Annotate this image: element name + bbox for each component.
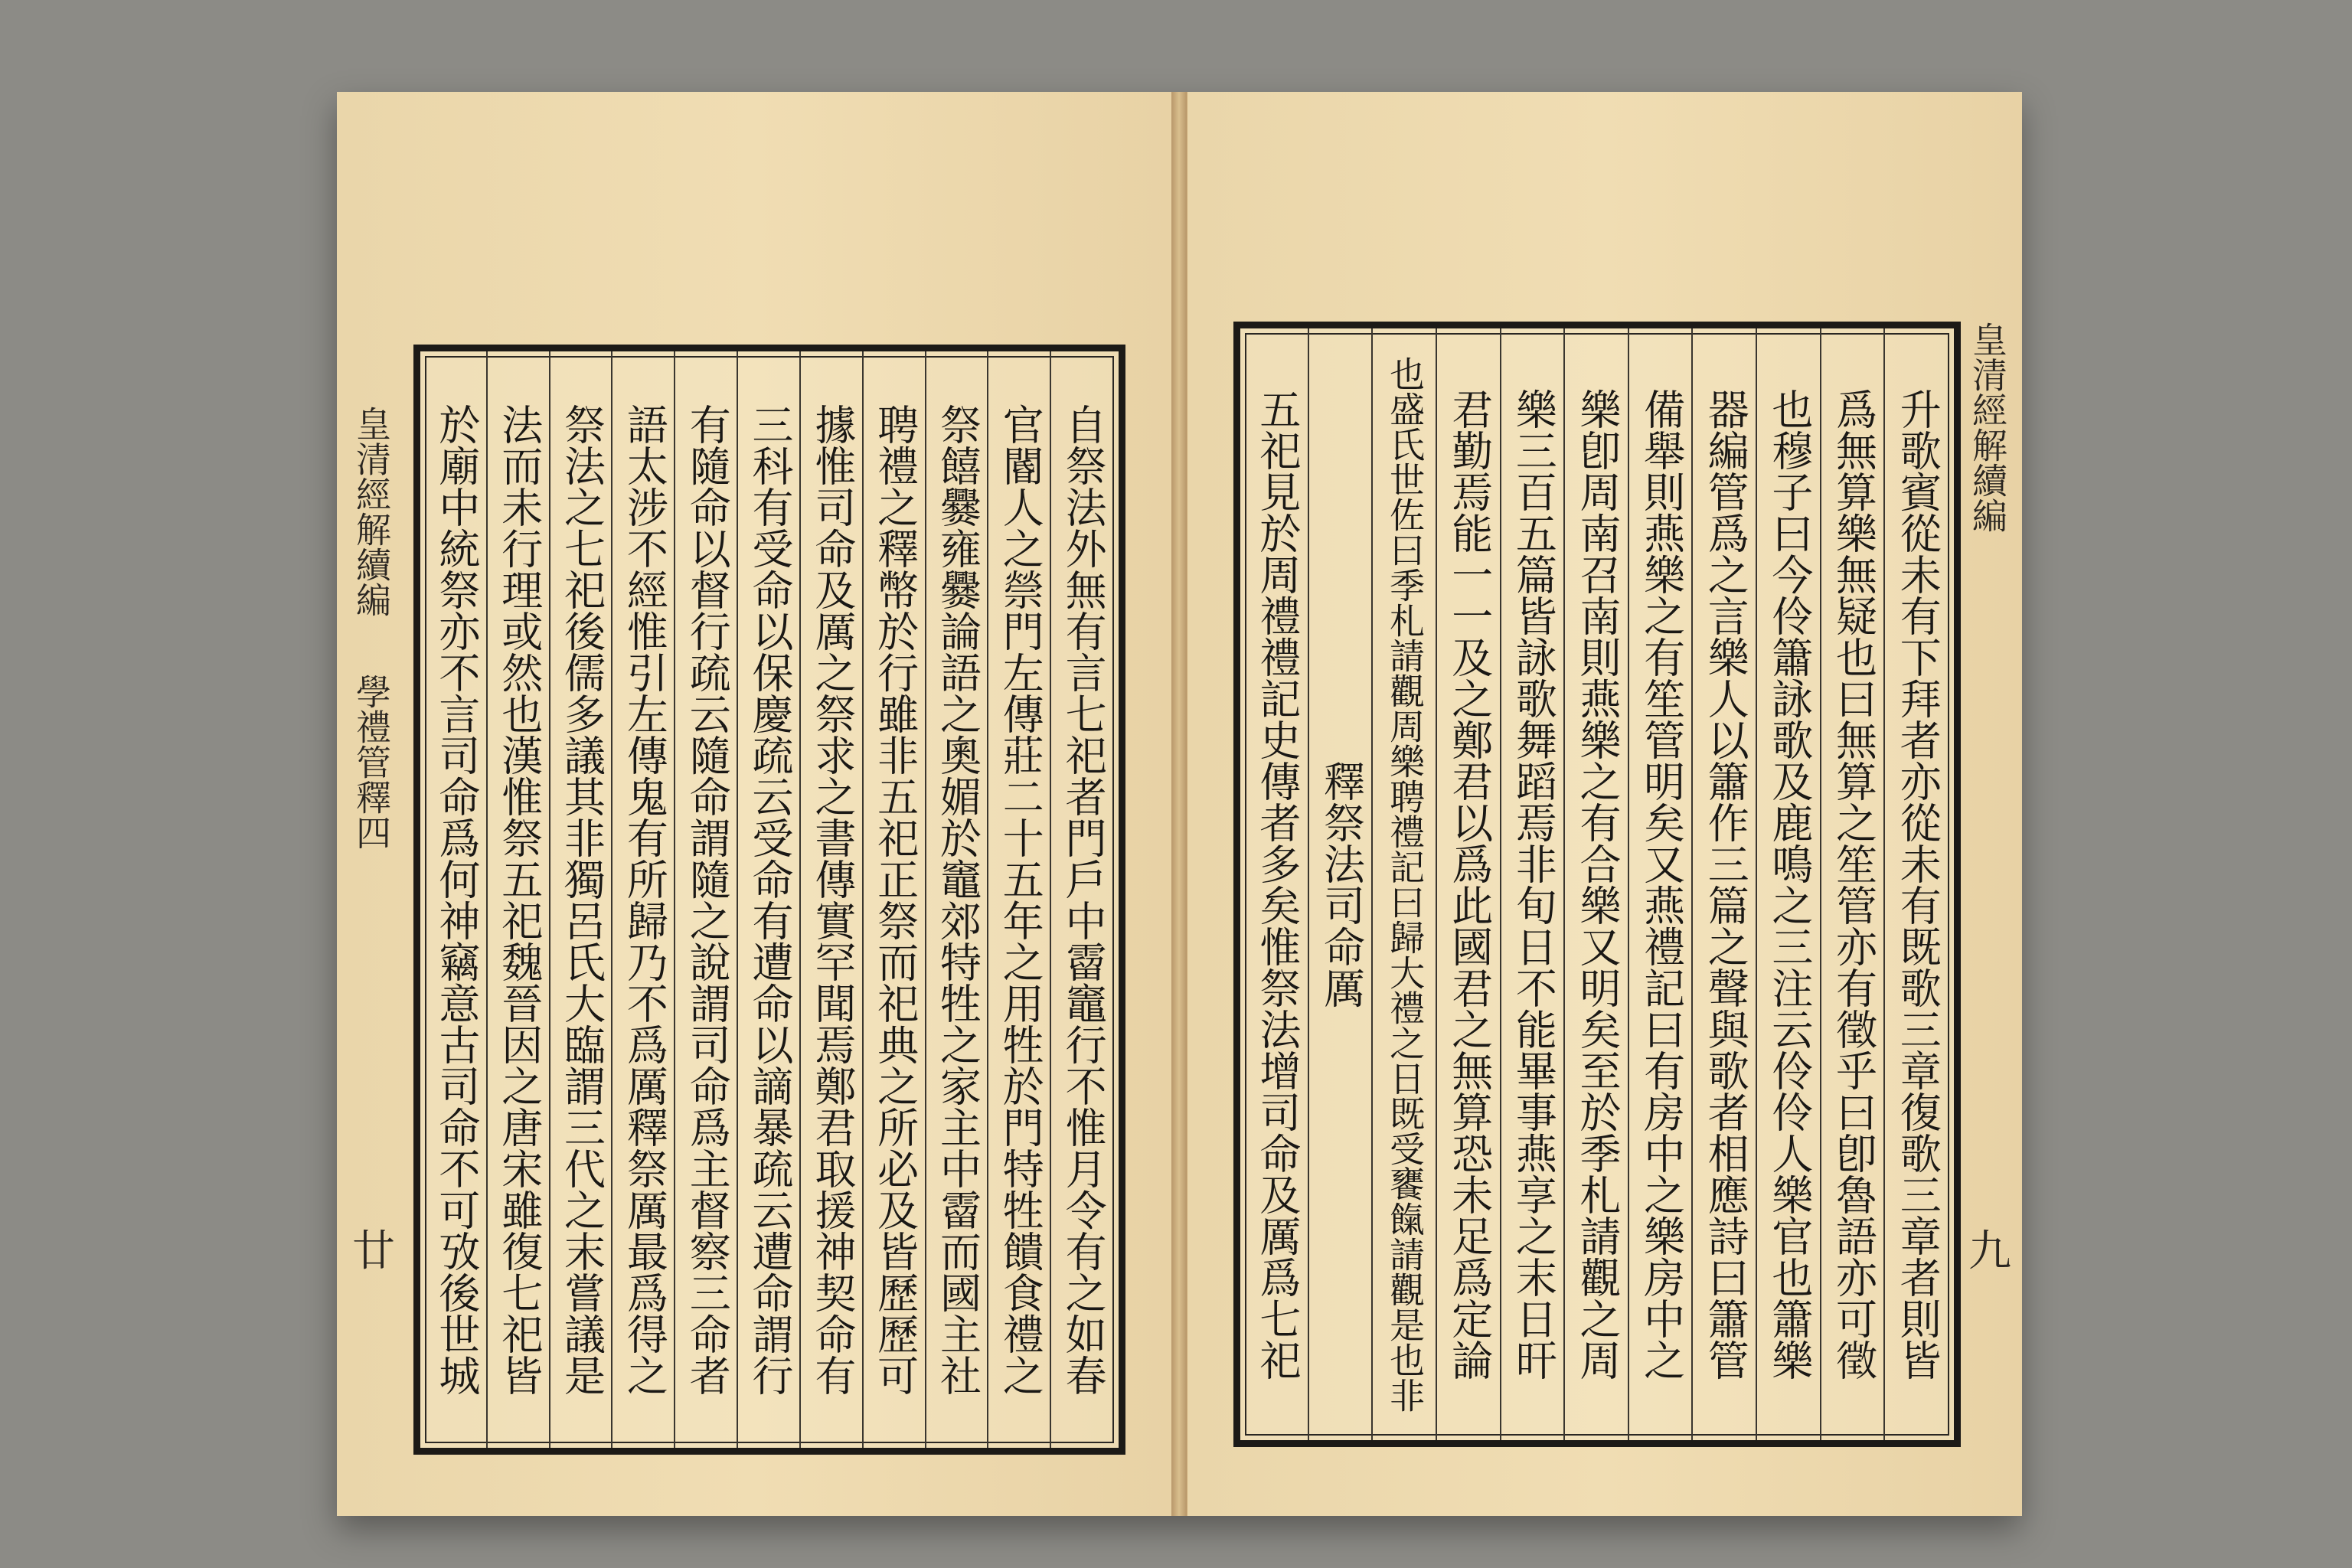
column-rule	[1500, 328, 1501, 1440]
column-rule	[987, 351, 988, 1448]
column-rule	[737, 351, 738, 1448]
right-margin-title	[1968, 322, 2007, 533]
column-rule	[1883, 328, 1885, 1440]
left-margin-subtitle	[352, 674, 390, 850]
open-book	[337, 92, 2021, 1516]
text-column: 也盛氏世佐曰季札請觀周樂聘禮記曰歸大禮之日既受饔餼請觀是也非	[1384, 356, 1426, 1413]
text-column: 有隨命以督行疏云隨命謂隨之說謂司命爲主督察三命者	[683, 403, 732, 1396]
column-rule	[486, 351, 488, 1448]
column-rule	[1371, 328, 1373, 1440]
text-column: 法而未行理或然也漢惟祭五祀魏晉因之唐宋雖復七祀皆	[495, 403, 544, 1396]
text-column: 祭法之七祀後儒多議其非獨呂氏大臨謂三代之末嘗議是	[557, 403, 606, 1396]
column-rule	[799, 351, 801, 1448]
right-text-frame	[1233, 322, 1961, 1447]
column-rule	[1308, 328, 1309, 1440]
left-text-frame	[413, 345, 1125, 1455]
text-column: 官閽人之禜門左傳莊二十五年之用牲於門特牲饋食禮之	[996, 403, 1045, 1396]
text-column: 於廟中統祭亦不言司命爲何神竊意古司命不可攷後世城	[432, 403, 481, 1396]
text-column: 升歌賓從未有下拜者亦從未有既歌三章復歌三章者則皆	[1893, 388, 1942, 1380]
text-column: 器編管爲之言樂人以簫作三篇之聲與歌者相應詩曰簫管	[1701, 388, 1750, 1380]
left-page	[337, 92, 1172, 1516]
left-margin-title	[352, 406, 390, 617]
left-margin-subtitle-text: 學禮管釋四	[351, 674, 392, 850]
text-column: 樂三百五篇皆詠歌舞蹈焉非旬日不能畢事燕享之末日旰	[1509, 388, 1558, 1380]
book-gutter	[1171, 92, 1187, 1516]
text-column: 三科有受命以保慶疏云受命有遭命以謫暴疏云遭命謂行	[746, 403, 794, 1396]
column-rule	[862, 351, 864, 1448]
left-folio: 廿	[352, 1227, 395, 1276]
text-column: 也穆子曰今伶簫詠歌及鹿鳴之三注云伶伶人樂官也簫樂	[1765, 388, 1814, 1380]
text-column: 據惟司命及厲之祭求之書傳實罕聞焉鄭君取援神契命有	[808, 403, 857, 1396]
text-column: 聘禮之釋幣於行雖非五祀正祭而祀典之所必及皆歷歷可	[871, 403, 920, 1396]
column-rule	[925, 351, 926, 1448]
column-rule	[1820, 328, 1821, 1440]
column-rule	[1628, 328, 1629, 1440]
left-margin-title-text: 皇清經解續編	[351, 406, 392, 617]
column-rule	[1756, 328, 1757, 1440]
column-rule	[1436, 328, 1437, 1440]
text-column: 備舉則燕樂之有笙管明矣又燕禮記曰有房中之樂房中之	[1637, 388, 1686, 1380]
column-rule	[1050, 351, 1051, 1448]
right-folio: 九	[1968, 1227, 2011, 1276]
column-rule	[674, 351, 675, 1448]
text-column: 語太涉不經惟引左傳鬼有所歸乃不爲厲釋祭厲最爲得之	[620, 403, 669, 1396]
column-rule	[611, 351, 612, 1448]
text-column: 祭饎爨雍爨論語之奧媚於竈郊特牲之家主中霤而國主社	[933, 403, 982, 1396]
text-column: 釋祭法司命厲	[1317, 760, 1366, 1008]
text-column: 樂卽周南召南則燕樂之有合樂又明矣至於季札請觀之周	[1573, 388, 1622, 1380]
column-rule	[1691, 328, 1693, 1440]
text-column: 君勤焉能一一及之鄭君以爲此國君之無算恐未足爲定論	[1445, 388, 1494, 1380]
text-column: 爲無算樂無疑也曰無算之笙管亦有徵乎曰卽魯語亦可徵	[1829, 388, 1878, 1380]
text-column: 五祀見於周禮禮記史傳者多矣惟祭法增司命及厲爲七祀	[1253, 388, 1302, 1380]
column-rule	[549, 351, 550, 1448]
text-column: 自祭法外無有言七祀者門戶中霤竈行不惟月令有之如春	[1059, 403, 1108, 1396]
right-page	[1187, 92, 2022, 1516]
column-rule	[1563, 328, 1565, 1440]
right-margin-title-text: 皇清經解續編	[1967, 322, 2008, 533]
